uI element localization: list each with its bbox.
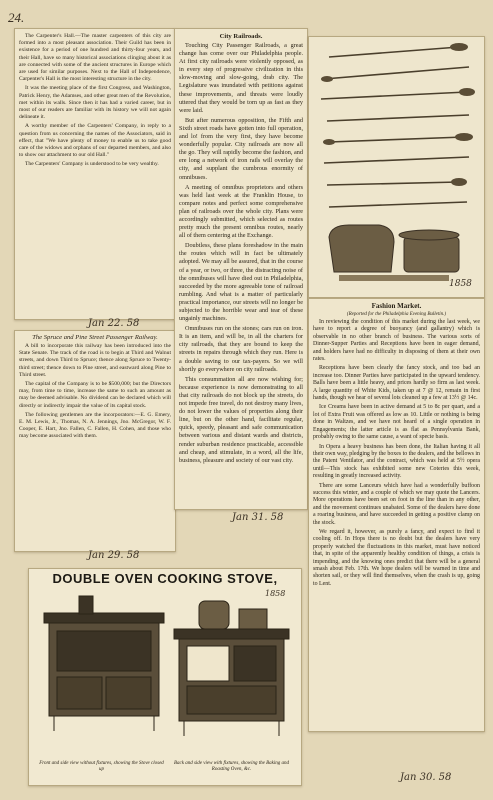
paragraph: In Opera a heavy business has been done, the Italian having it all their own way, pledging by the boxes to the dealers, and the bellows in the Patent Ventilator, and the contract, which was held at 5½ opera until—This stock has exhibited some new Coteries this week, resulting in greatly increased activity. — [313, 443, 480, 480]
page-number: 24. — [8, 10, 25, 25]
stove-caption-right: Back and side view with fixtures, showing the Baking and Roasting Oven, &c. — [173, 761, 290, 772]
stove-ad-title: DOUBLE OVEN COOKING STOVE, — [52, 571, 278, 586]
city-railroads-heading: City Railroads. — [219, 33, 263, 40]
paragraph: A worthy member of the Carpenters' Company, in reply to a question from us concerning the names of the Associators, said in effect, that "We have plenty of money to enable us to take good care of the widows and orphans of our departed members, and also to show our attachment to our old Hall." — [19, 123, 171, 159]
railway-text — [15, 343, 175, 441]
paragraph: The Carpenters' Company is understood to be very wealthy. — [25, 161, 159, 168]
paragraph: Touching City Passenger Railroads, a great change has come over our Philadelphia people. At first city railroads were violently opposed, as in every step of progressive civilization in this slow-moving and slow-going, drab city. The Legislature was inundated with petitions against these improvements, and threats were loudly uttered that they would be torn up as fast as they were laid. — [179, 42, 303, 114]
city-railroads-text — [175, 42, 307, 465]
fashion-market-clipping — [308, 298, 485, 732]
paragraph: Receptions have been clearly the fancy stock, and too bad an increase too. Dinner Parties have participated in the upward tendency. Balls have been a little heavy, and prices hardly so firm as last week. A large quantity of White Kids, taken up at 7 @ 12, remain in first hands, though we hear of several lots cleaned up a few at 13½ @ 14c. — [313, 365, 480, 402]
paragraph: It was the meeting place of the first Congress, and Washington, Patrick Henry, the Adamses, and other great men of the Revolution, met within its walls. Since then it has had a varied career, but in most of our readers are familiar with its history we will not again delineate it. — [19, 85, 171, 121]
railway-clipping — [14, 330, 176, 552]
paragraph: The following gentlemen are the incorporators:—E. G. Emery, E. M. Lewis, Jr., Thomas, N. A. Jennings, Jno. McGregor, W. F. Cooper, E. Hart, Jno. Fallen, C. Fallen, H. Cohen, and those who may become associated with them. — [19, 411, 171, 440]
stove-advertisement — [28, 568, 302, 786]
fashion-market-text — [309, 317, 484, 588]
paragraph: In reviewing the condition of this market during the last week, we have to report a degree of buoyancy (and gallantry) which is observable in no other branch of business. The various sorts of Dinner-Supper Parties and Receptions have been in eager demand, and holders have had no difficulty in disposing of them at their own rates. — [313, 319, 480, 363]
handwritten-year: 1858 — [449, 279, 472, 289]
handwritten-date: Jan 30. 58 — [400, 772, 452, 783]
paragraph: This consummation all are now wishing for; because experience is now demonstrating to all that city railroads do not block up the streets, do not impede free travel, do not destroy many lives, do not lower the values of properties along their line, but on the other hand, facilitate regular, quick, speedy, pleasant and safe communication between various and distant wards and districts, render suburban residence practicable, accessible and cheap, and stimulate, in a word, all the life, business, pleasure and society of our vast city. — [179, 375, 303, 464]
handwritten-date: Jan 22. 58 — [88, 318, 140, 329]
cutlery-illustration — [308, 36, 485, 298]
handwritten-date: Jan 29. 58 — [88, 550, 140, 561]
fashion-market-subheading: (Reported for the Philadelphia Evening Bulletin.) — [346, 312, 447, 317]
paragraph: The capital of the Company is to be $500,000; but the Directors may, from time to time, increase the same to such an amount as may be deemed advisable. No dividend can be declared which will directly or indirectly impair the value of its capital stock. — [19, 381, 171, 409]
railway-heading: The Spruce and Pine Street Passenger Railway. — [32, 334, 158, 341]
paragraph: A meeting of omnibus proprietors and others was held last week at the Franklin House, to compare notes and perfect some comprehensive plan of railroads over the whole city. Plans were accordingly submitted, which selected as routes pretty much the present omnibus routes, nearly all of them centering at the Exchange. — [179, 183, 303, 240]
handwritten-date: Jan 31. 58 — [232, 512, 284, 523]
stove-caption-left: Front and side view without fixtures, showing the Stove closed up — [39, 761, 164, 772]
paragraph: Doubtless, these plans foreshadow in the main the routes which will in fact be ultimately adopted. We may all be assured, that in the course of a year, or two, or three, the distracting noise of the omnibuses will have died out in Philadelphia, succeeded by the more agreeable tone of railroad rumbling. And what is a matter of particularly practical importance, our streets will no longer be subjected to the horrible wear and tear of these ungainly machines. — [179, 242, 303, 323]
paragraph: But after numerous opposition, the Fifth and Sixth street roads have gotten into full operation, and lo! from the very first, they have become wonderfully popular. City railroads are now all the go. They will rapidly become the fashion, and ere long a network of iron rails will overlay the city, and supplant the cumbrous enormity of omnibuses. — [179, 116, 303, 181]
paragraph: There are some Lanceurs which have had a wonderfully buffoon success this winter, and a couple of which we may quote the Lancers. More operations have been set on foot in the line than in any other, and the movement continues unabated. Some of the dealers have done a roaring business, and have succeeded in getting a positive clamp on the stock. — [313, 482, 480, 526]
carpenters-hall-text — [15, 29, 175, 169]
fashion-market-heading: Fashion Market. — [371, 302, 422, 310]
handwritten-year: 1858 — [265, 589, 286, 598]
carpenters-hall-clipping — [14, 28, 176, 320]
paragraph: Omnibuses run on the stones; cars run on iron. It is an item, and will be, in all the charters for city railroads, that they are bound to keep the streets in repairs through which they run. Here is a double saving to our tax-payers. So we will shortly go everywhere on city railroads. — [179, 325, 303, 373]
paragraph: Ice Creams have been in active demand at 5 to 8c per quart, and a lot of Extra Fruit was offered as low as 10. Little or nothing is being done in Waltzes, and we have not heard of a single operation in Engagements; the latter article is as flat as Pennsylvania Bank, probably owing to the same cause, a want of specie basis. — [313, 404, 480, 441]
city-railroads-clipping — [174, 28, 308, 510]
paragraph: We regard it, however, as purely a fancy, and expect to find it cooling off. In Hops there is no doubt but the dealers have very properly watched the fluctuations in this market, must have noticed that, in spite of the apparently healthy condition of things, a crisis is impending, and the knowing ones predict that there will be a general smash about Feb. 17th. We hope dealers will be warned in time and shorten sail, or they will find themselves, when the crash is up, going to Lent. — [313, 528, 480, 587]
stove-drawings — [29, 591, 301, 761]
paragraph: The Carpenter's Hall.—The master carpenters of this city are formed into a most pleasant association. Their Guild has been in existence for a period of one hundred and thirty-four years, and their Hall, have so many historical associations clinging about it as are connected with some of the ancient structures in Europe which are used for similar purposes. Next to the Hall of Independence, Carpenter's Hall is the most interesting structure in the city. — [19, 33, 171, 83]
cutlery-drawing — [309, 37, 484, 297]
paragraph: A bill to incorporate this railway has been introduced into the State Senate. The track of the road is to begin at Third and Walnut streets, and down Third to Spruce; thence along Spruce to Twenty-third street; thence down to Pine street, and eastward along Pine to Third street. — [19, 343, 171, 378]
